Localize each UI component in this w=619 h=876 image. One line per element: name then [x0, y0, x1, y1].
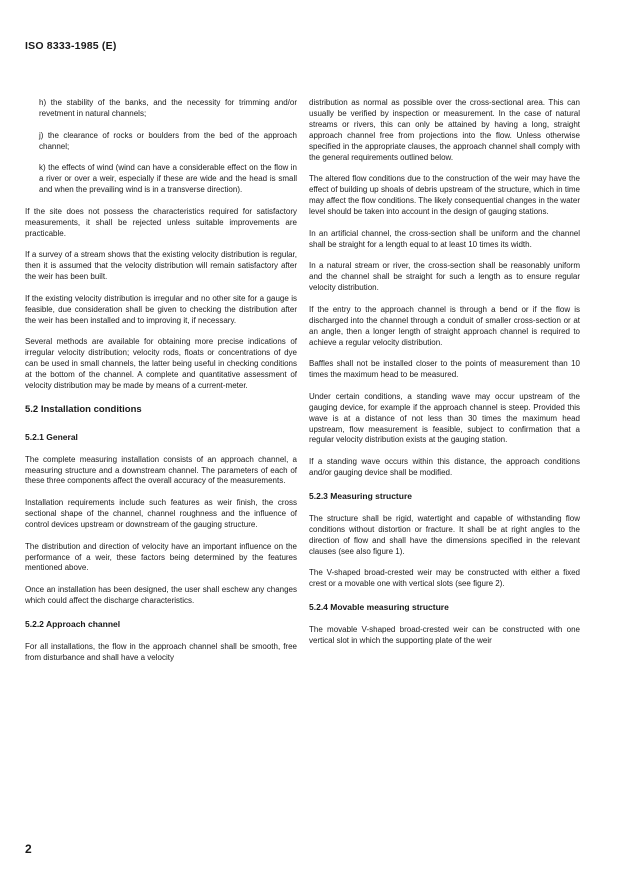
- paragraph: Baffles shall not be installed closer to the points of measurement than 10 times the maximum head to be measured.: [309, 359, 580, 380]
- paragraph: The structure shall be rigid, watertight and capable of withstanding flow conditions without distortion or fracture. It shall be at right angles to the direction of flow and shall have the dimensions specified in the relevant clauses (see also figure 1).: [309, 513, 580, 556]
- paragraph: The movable V-shaped broad-crested weir can be constructed with one vertical slot in which the supporting plate of the weir: [309, 625, 580, 645]
- paragraph: For all installations, the flow in the approach channel shall be smooth, free from disturbance and shall have a velocity: [25, 641, 297, 662]
- subsection-heading-5-2-4: 5.2.4 Movable measuring structure: [309, 602, 449, 613]
- list-item-h: h) the stability of the banks, and the necessity for trimming and/or revetment in natural channels;: [39, 98, 297, 118]
- paragraph: If the entry to the approach channel is through a bend or if the flow is discharged into the channel through a conduit of smaller cross-section or at an angle, then a longer length of straight approach channel is required to achieve a regular velocity distribution.: [309, 304, 580, 347]
- paragraph: Installation requirements include such features as weir finish, the cross sectional shape of the channel, channel roughness and the influence of control devices upstream or downstream of the gauging structure.: [25, 498, 297, 529]
- subsection-heading-5-2-3: 5.2.3 Measuring structure: [309, 490, 412, 501]
- page-number: 2: [25, 842, 32, 856]
- paragraph: In an artificial channel, the cross-section shall be uniform and the channel shall be straight for a length equal to at least 10 times its width.: [309, 228, 580, 249]
- paragraph: The distribution and direction of velocity have an important influence on the performance of a weir, these factors being determined by the features mentioned above.: [25, 541, 297, 573]
- paragraph: In a natural stream or river, the cross-section shall be reasonably uniform and the channel shall be straight for such a length as to ensure regular velocity distribution.: [309, 261, 580, 293]
- paragraph: Under certain conditions, a standing wave may occur upstream of the gauging device, for example if the approach channel is steep. Provided this wave is at a distance of not less than 30 times the maximum head upstream, flow measurement is feasible, subject to confirmation that a regular velocity distribution exists at the gauging station.: [309, 391, 580, 445]
- subsection-heading-5-2-1: 5.2.1 General: [25, 431, 78, 442]
- paragraph: Several methods are available for obtaining more precise indications of irregular velocity distribution; velocity rods, floats or concentrations of dye can be used in small channels, the latter being useful in checking conditions at the bottom of the channel. A complete and quantitative assessment of velocity distribution may be made by means of a current-meter.: [25, 337, 297, 390]
- paragraph: If a standing wave occurs within this distance, the approach conditions and/or gauging device shall be modified.: [309, 457, 580, 478]
- left-column: [25, 98, 297, 675]
- page-header: ISO 8333-1985 (E): [25, 40, 117, 52]
- right-column: [309, 98, 580, 658]
- paragraph: If the site does not possess the characteristics required for satisfactory measurements, it shall be rejected unless suitable improvements are practicable.: [25, 206, 297, 238]
- paragraph: The complete measuring installation consists of an approach channel, a measuring structure and a downstream channel. The parameters of each of these three components affect the overall accuracy of the measurements.: [25, 454, 297, 486]
- paragraph: If the existing velocity distribution is irregular and no other site for a gauge is feasible, due consideration shall be given to checking the distribution after the weir has been installed and to improving it, if necessary.: [25, 293, 297, 325]
- paragraph: Once an installation has been designed, the user shall eschew any changes which could affect the discharge characteristics.: [25, 585, 297, 606]
- subsection-heading-5-2-2: 5.2.2 Approach channel: [25, 618, 121, 629]
- section-heading-5-2: 5.2 Installation conditions: [25, 403, 142, 415]
- list-item-k: k) the effects of wind (wind can have a considerable effect on the flow in a river or over a weir, especially if these are wide and the head is small and when the prevailing wind is in a transverse direction).: [39, 163, 297, 195]
- paragraph: distribution as normal as possible over the cross-sectional area. This can usually be verified by inspection or measurement. In the case of natural streams or rivers, this can only be attained by having a long, straight approach channel free from projections into the flow. Unless otherwise specified in the appropriate clauses, the approach channel shall comply with the general requirements outlined below.: [309, 98, 580, 162]
- paragraph: The altered flow conditions due to the construction of the weir may have the effect of building up shoals of debris upstream of the structure, which in time may affect the flow conditions. The likely consequential changes in the water level should be taken into account in the design of gauging stations.: [309, 174, 580, 216]
- paragraph: The V-shaped broad-crested weir may be constructed with either a fixed crest or a movable one with vertical slots (see figure 2).: [309, 568, 580, 589]
- list-item-j: j) the clearance of rocks or boulders from the bed of the approach channel;: [39, 130, 297, 151]
- paragraph: If a survey of a stream shows that the existing velocity distribution is regular, then it is assumed that the velocity distribution will remain satisfactory after the weir has been built.: [25, 250, 297, 282]
